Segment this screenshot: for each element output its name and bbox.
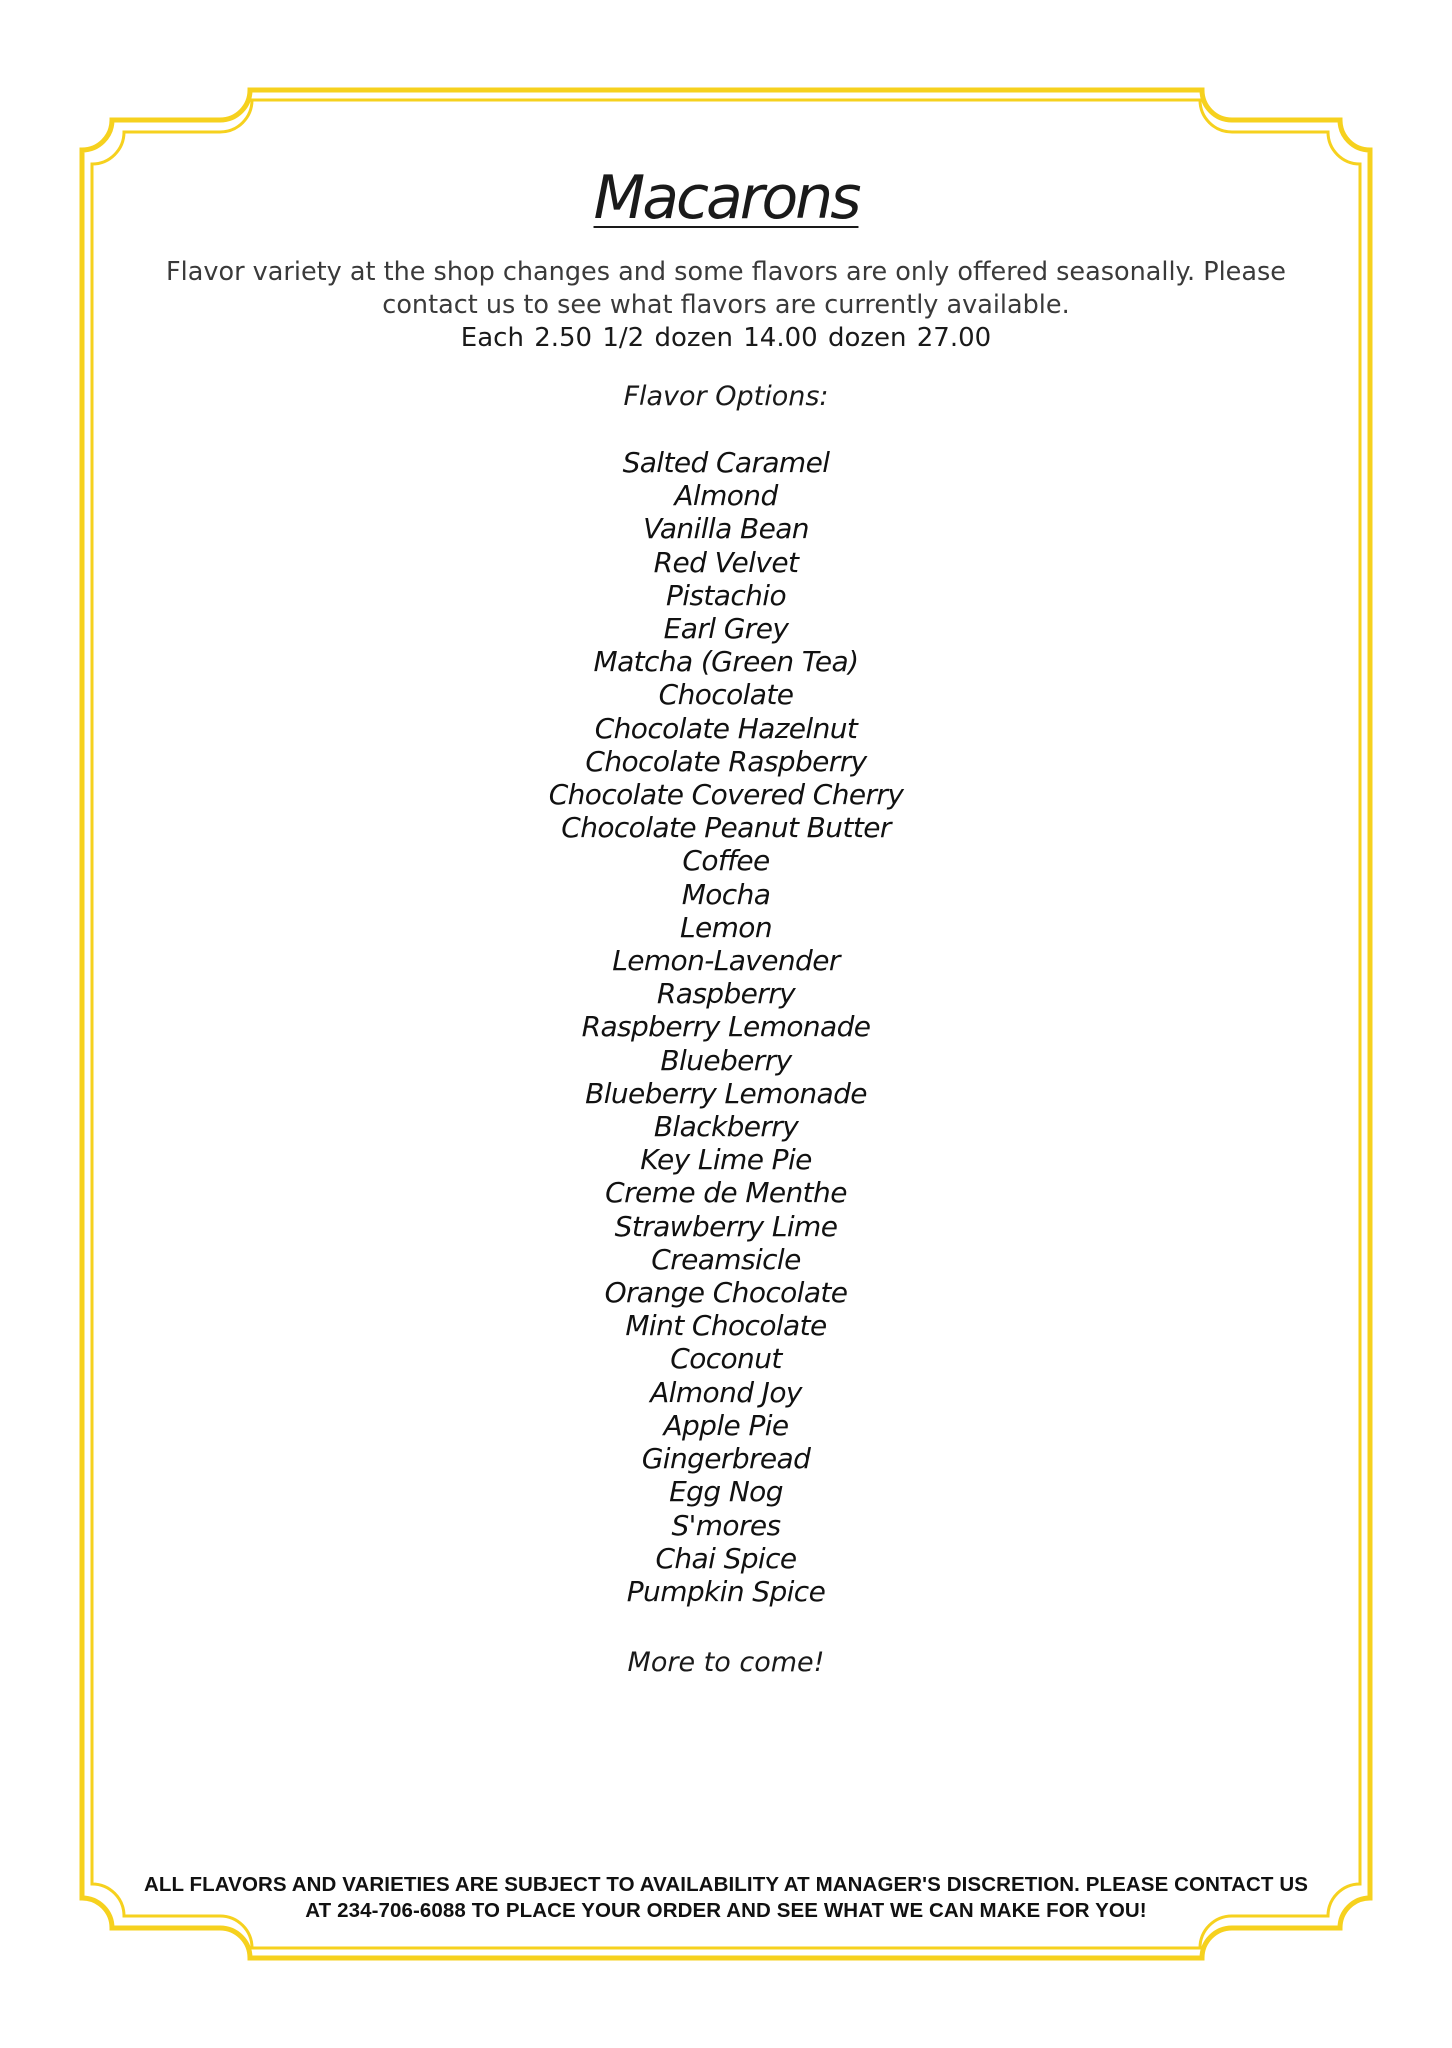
list-item: Coffee: [682, 844, 770, 878]
list-item: Strawberry Lime: [614, 1209, 838, 1243]
flavor-options-label: Flavor Options:: [623, 381, 829, 412]
list-item: Almond: [674, 479, 778, 513]
list-item: Creamsicle: [651, 1242, 801, 1276]
list-item: Chocolate Peanut Butter: [561, 811, 891, 845]
list-item: Lemon-Lavender: [612, 944, 840, 978]
list-item: Key Lime Pie: [640, 1143, 812, 1177]
list-item: Blueberry: [660, 1043, 792, 1077]
list-item: S'mores: [671, 1508, 781, 1542]
price-line: Each 2.50 1/2 dozen 14.00 dozen 27.00: [460, 323, 992, 353]
footer-line-1: ALL FLAVORS AND VARIETIES ARE SUBJECT TO AVAILABILITY AT MANAGER'S DISCRETION. PLEASE CONTACT US: [143, 1873, 1309, 1896]
list-item: Apple Pie: [663, 1408, 789, 1442]
intro-line-1: Flavor variety at the shop changes and some flavors are only offered seasonally. Please: [166, 257, 1286, 287]
list-item: Mocha: [681, 877, 771, 911]
list-item: Chocolate: [658, 678, 794, 712]
list-item: Mint Chocolate: [625, 1309, 827, 1343]
list-item: Almond Joy: [650, 1375, 802, 1409]
list-item: Matcha (Green Tea): [593, 645, 859, 679]
list-item: Raspberry Lemonade: [581, 1010, 871, 1044]
flavor-list: [140, 446, 1312, 1608]
list-item: Gingerbread: [641, 1442, 811, 1476]
intro-block: [140, 256, 1312, 355]
list-item: Pistachio: [665, 578, 787, 612]
page-title-text: Macarons: [593, 163, 859, 233]
list-item: Raspberry: [656, 977, 796, 1011]
list-item: Blueberry Lemonade: [585, 1076, 867, 1110]
list-item: Chai Spice: [655, 1541, 797, 1575]
list-item: Blackberry: [653, 1110, 799, 1144]
footer-line-2: AT 234-706-6088 TO PLACE YOUR ORDER AND SEE WHAT WE CAN MAKE FOR YOU!: [305, 1899, 1147, 1922]
list-item: Pumpkin Spice: [626, 1574, 826, 1608]
more-to-come-note: More to come!: [627, 1647, 825, 1678]
list-item: Lemon: [680, 910, 772, 944]
list-item: Creme de Menthe: [605, 1176, 847, 1210]
list-item: Orange Chocolate: [604, 1276, 848, 1310]
list-item: Chocolate Raspberry: [585, 744, 867, 778]
list-item: Vanilla Bean: [643, 512, 809, 546]
footer-disclaimer: [120, 1872, 1332, 1924]
list-item: Earl Grey: [663, 612, 789, 646]
intro-line-2: contact us to see what flavors are currently available.: [382, 290, 1070, 320]
list-item: Chocolate Covered Cherry: [548, 778, 904, 812]
list-item: Egg Nog: [669, 1475, 783, 1509]
list-item: Red Velvet: [653, 545, 799, 579]
list-item: Salted Caramel: [622, 446, 830, 479]
list-item: Coconut: [670, 1342, 782, 1376]
list-item: Chocolate Hazelnut: [594, 711, 858, 745]
page-title: [140, 158, 1312, 238]
